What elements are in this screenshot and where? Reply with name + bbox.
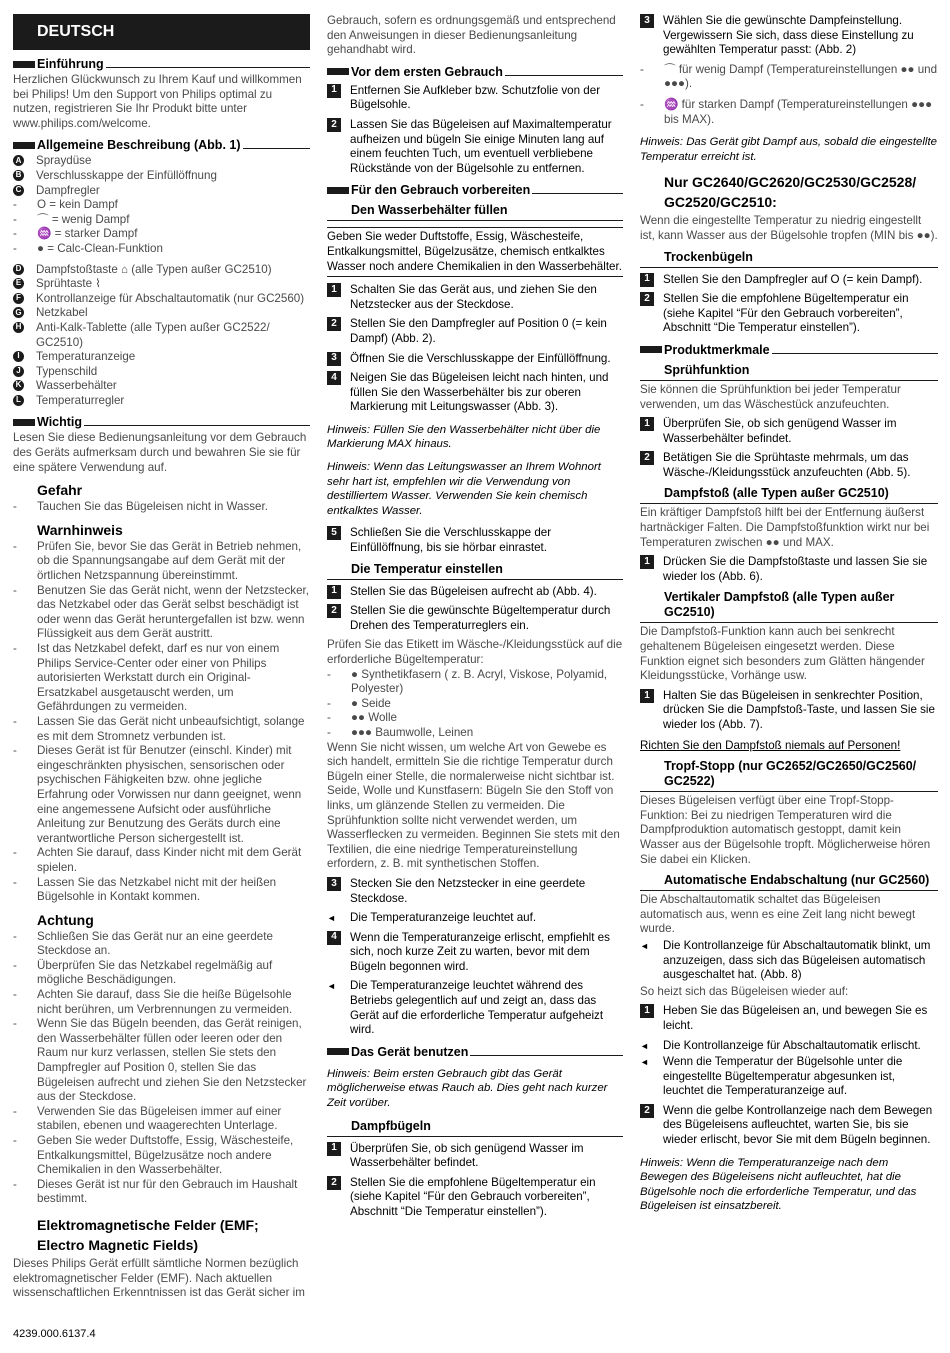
step: 2 Betätigen Sie die Sprühtaste mehrmals, um das Wäsche-/Kleidungsstück anzufeuchten (Abb. 5). <box>640 451 938 480</box>
column-3 <box>640 14 938 1222</box>
list-item: B Verschlusskappe der Einfüllöffnung <box>13 169 310 184</box>
list-item: - ⌒ für wenig Dampf (Temperatureinstellungen ●● und ●●●). <box>640 62 938 91</box>
list-item: - Achten Sie darauf, dass Sie die heiße Bügelsohle nicht berühren, um Verbrennungen zu vermeiden. <box>13 988 293 1016</box>
step: 3 Wählen Sie die gewünschte Dampfeinstellung. Vergewissern Sie sich, dass diese Einstellung zu gewählten Temperatur passt: (Abb. 2) <box>640 14 938 58</box>
list-item: - ●● Wolle <box>327 711 398 725</box>
note: Hinweis: Füllen Sie den Wasserbehälter nicht über die Markierung MAX hinaus. <box>327 423 601 451</box>
vertikal-title: Vertikaler Dampfstoß (alle Typen außer GC2510) <box>640 590 938 623</box>
achtung-title: Achtung <box>37 911 94 928</box>
note: Hinweis: Beim ersten Gebrauch gibt das Gerät möglicherweise etwas Rauch ab. Dies geht nach kurzer Zeit vorüber. <box>327 1067 608 1110</box>
list-item: - ● Synthetikfasern ( z. B. Acryl, Viskose, Polyamid, Polyester) <box>327 667 608 696</box>
list-item: E Sprühtaste ⌇ <box>13 277 310 292</box>
list-item: - ●●● Baumwolle, Leinen <box>327 725 474 739</box>
list-item: - Verwenden Sie das Bügeleisen immer auf einer stabilen, ebenen und waagerechten Unterlage. <box>13 1104 282 1133</box>
endabschaltung-text: Die Abschaltautomatik schaltet das Bügeleisen automatisch aus, wenn es eine Zeit lang nicht bewegt wurde. <box>640 893 916 936</box>
note: Hinweis: Das Gerät gibt Dampf aus, sobald die eingestellte Temperatur erreicht ist. <box>640 136 937 163</box>
step: 2 Wenn die gelbe Kontrollanzeige nach dem Bewegen des Bügeleisens aufleuchtet, warten Sie, bis sie wieder erlischt, bevor Sie mit dem Bügeln beginnen. <box>640 1104 938 1148</box>
arrow-icon: ◄ <box>640 1057 649 1068</box>
result-item: ◄ Die Kontrollanzeige für Abschaltautomatik blinkt, um anzuzeigen, dass sich das Bügeleisen automatisch ausgeschaltet hat. (Abb. 8) <box>640 938 931 982</box>
step: 2 Lassen Sie das Bügeleisen auf Maximaltemperatur aufheizen und bügeln Sie einige Minuten lang auf einem feuchten Tuch, um eventuell verbliebene Rückstände von der Bügelsohle zu entfernen. <box>327 118 623 176</box>
dampfbuegeln-title: Dampfbügeln <box>327 1119 623 1137</box>
document-code: 4239.000.6137.4 <box>13 1328 96 1340</box>
step: 1 Heben Sie das Bügeleisen an, und bewegen Sie es leicht. <box>640 1004 938 1033</box>
list-item: - Dieses Gerät ist nur für den Gebrauch im Haushalt bestimmt. <box>13 1177 298 1206</box>
list-item: - ⌒ = wenig Dampf <box>13 212 130 226</box>
tropfstopp-text: Dieses Bügeleisen verfügt über eine Tropf-Stopp-Funktion: Bei zu niedrigen Temperaturen wird die Dampfproduktion automatisch gestoppt, damit kein Wasser aus der Bügelsohle tropft. Möglicherweise hören Sie dabei ein Klicken. <box>640 794 931 866</box>
step: 2 Stellen Sie die empfohlene Bügeltemperatur ein (siehe Kapitel “Für den Gebrauch vorbereiten”, Abschnitt “Die Temperatur einstellen”). <box>327 1176 623 1220</box>
step: 3 Stecken Sie den Netzstecker in eine geerdete Steckdose. <box>327 877 623 906</box>
temp-title: Die Temperatur einstellen <box>327 562 623 580</box>
list-item: - O = kein Dampf <box>13 198 118 212</box>
list-item: K Wasserbehälter <box>13 379 310 394</box>
list-item: H Anti-Kalk-Tablette (alle Typen außer GC2522/ GC2510) <box>13 321 310 350</box>
list-item: - Benutzen Sie das Gerät nicht, wenn der Netzstecker, das Netzkabel oder das Gerät selbst beschädigt ist oder wenn das Gerät heruntergefallen ist bzw. wenn Flüssigkeit aus dem Gerät austritt. <box>13 583 309 641</box>
vertikal-warning: Richten Sie den Dampfstoß niemals auf Personen! <box>640 738 901 752</box>
list-item: L Temperaturregler <box>13 394 310 409</box>
list-item: - ● Seide <box>327 696 391 710</box>
step: 1 Stellen Sie den Dampfregler auf O (= kein Dampf). <box>640 273 938 288</box>
fill-warning-box: Geben Sie weder Duftstoffe, Essig, Wäschesteife, Entkalkungsmittel, Bügelzusätze, chemisch entkalktes Wasser noch andere Chemikalien in den Wasserbehälter. <box>327 227 623 277</box>
section-vorbereiten: Für den Gebrauch vorbereiten <box>327 183 623 197</box>
warn-list <box>13 540 310 905</box>
step: 2 Stellen Sie den Dampfregler auf Position 0 (= kein Dampf) (Abb. 2). <box>327 317 623 346</box>
fill-title: Den Wasserbehälter füllen <box>327 203 623 221</box>
dampfstoss-text: Ein kräftiger Dampfstoß hilft bei der Entfernung äußerst hartnäckiger Falten. Die Dampfstoßfunktion wirkt nur bei Temperaturen zwischen ●● und MAX. <box>640 506 930 549</box>
achtung-list <box>13 930 310 1207</box>
arrow-icon: ◄ <box>327 913 336 924</box>
intro-text: Herzlichen Glückwunsch zu Ihrem Kauf und willkommen bei Philips! Um den Support von Philips optimal zu nutzen, registrieren Sie Ihr Produkt bitte unter www.philips.com/welcome. <box>13 73 302 130</box>
list-item: - Dieses Gerät ist für Benutzer (einschl. Kinder) mit eingeschränkten physischen, sensorischen oder psychischen Fähigkeiten bzw. ohne jegliche Erfahrung oder Vorwissen nur dann geeignet, wenn eine angemessene Aufsicht oder ausführliche Anleitung zur Benutzung des Geräts durch eine verantwortliche Person sichergestellt ist. <box>13 744 302 845</box>
step: 1 Entfernen Sie Aufkleber bzw. Schutzfolie von der Bügelsohle. <box>327 84 623 113</box>
endabschaltung-title: Automatische Endabschaltung (nur GC2560) <box>640 873 938 891</box>
arrow-icon: ◄ <box>640 940 649 951</box>
list-item: - ● = Calc-Clean-Funktion <box>13 241 163 255</box>
column-2 <box>327 14 623 1225</box>
continuation-text: Gebrauch, sofern es ordnungsgemäß und entsprechend den Anweisungen in dieser Bedienungsanleitung gehandhabt wird. <box>327 14 616 57</box>
list-item: - Geben Sie weder Duftstoffe, Essig, Wäschesteife, Entkalkungsmittel, Bügelzusätze noch andere Chemikalien in den Wasserbehälter. <box>13 1134 294 1177</box>
step: 4 Neigen Sie das Bügeleisen leicht nach hinten, und füllen Sie den Wasserbehälter bis zur oberen Markierung mit Leitungswasser (Abb. 3). <box>327 371 623 415</box>
list-item: F Kontrollanzeige für Abschaltautomatik (nur GC2560) <box>13 292 310 307</box>
section-einfuehrung: Einführung <box>13 57 310 71</box>
result-item: ◄ Wenn die Temperatur der Bügelsohle unter die eingestellte Bügeltemperatur abgesunken ist, leuchtet die Temperaturanzeige auf. <box>640 1055 903 1098</box>
result-item: ◄ Die Temperaturanzeige leuchtet während des Betriebs gelegentlich auf und zeigt an, dass das Gerät auf die erforderliche Temperatur aufgeheizt wird. <box>327 979 604 1037</box>
models-title: Nur GC2640/GC2620/GC2530/GC2528/ GC2520/GC2510: <box>664 174 917 211</box>
spray-text: Sie können die Sprühfunktion bei jeder Temperatur verwenden, um das Wäschestück anzufeuchten. <box>640 382 901 411</box>
list-item: - Schließen Sie das Gerät nur an eine geerdete Steckdose an. <box>13 929 273 958</box>
note: Hinweis: Wenn das Leitungswasser an Ihrem Wohnort sehr hart ist, empfehlen wir die Verwendung von destilliertem Wasser. Verwenden Sie kein chemisch entkalktes Wasser. <box>327 461 601 517</box>
spray-title: Sprühfunktion <box>640 363 938 381</box>
arrow-icon: ◄ <box>640 1040 649 1051</box>
step: 5 Schließen Sie die Verschlusskappe der Einfüllöffnung, bis sie hörbar einrastet. <box>327 526 623 555</box>
list-item: - Lassen Sie das Netzkabel nicht mit der heißen Bügelsohle in Kontakt kommen. <box>13 875 277 904</box>
list-item: - Überprüfen Sie das Netzkabel regelmäßig auf mögliche Beschädigungen. <box>13 958 273 987</box>
list-item: - Lassen Sie das Gerät nicht unbeaufsichtigt, solange es mit dem Stromnetz verbunden ist. <box>13 714 305 743</box>
step: 3 Öffnen Sie die Verschlusskappe der Einfüllöffnung. <box>327 352 623 367</box>
language-header: DEUTSCH <box>13 14 310 50</box>
arrow-icon: ◄ <box>327 981 336 992</box>
endabschaltung-text-2: So heizt sich das Bügeleisen wieder auf: <box>640 984 849 998</box>
result-item: ◄ Die Temperaturanzeige leuchtet auf. <box>327 911 537 925</box>
step: 1 Drücken Sie die Dampfstoßtaste und lassen Sie sie wieder los (Abb. 6). <box>640 555 938 584</box>
list-item: C Dampfregler <box>13 184 310 199</box>
step: 2 Stellen Sie die empfohlene Bügeltemperatur ein (siehe Kapitel “Für den Gebrauch vorbereiten”, Abschnitt “Die Temperatur einstellen”). <box>640 292 938 336</box>
list-item: - Prüfen Sie, bevor Sie das Gerät in Betrieb nehmen, ob die Spannungsangabe auf dem Gerät mit der örtlichen Netzspannung übereinstimmt. <box>13 539 302 583</box>
step: 2 Stellen Sie die gewünschte Bügeltemperatur durch Drehen des Temperaturreglers ein. <box>327 604 623 633</box>
step: 1 Überprüfen Sie, ob sich genügend Wasser im Wasserbehälter befindet. <box>327 1142 623 1171</box>
list-item: I Temperaturanzeige <box>13 350 310 365</box>
warnhinweis-title: Warnhinweis <box>37 521 123 538</box>
list-item: A Spraydüse <box>13 154 310 169</box>
list-item: J Typenschild <box>13 365 310 380</box>
gefahr-title: Gefahr <box>37 482 83 499</box>
note: Hinweis: Wenn die Temperaturanzeige nach dem Bewegen des Bügeleisens nicht aufleuchtet, hat die Bügelsohle noch die erforderliche Temperatur, und das Bügeleisen ist einsatzbereit. <box>640 1156 917 1213</box>
temp-text: Prüfen Sie das Etikett im Wäsche-/Kleidungsstück auf die erforderliche Bügeltemperatur: <box>327 638 623 666</box>
parts-list <box>13 154 310 408</box>
list-item: - ♒ = starker Dampf <box>13 227 138 241</box>
list-item: - ♒ für starken Dampf (Temperatureinstellungen ●●● bis MAX). <box>640 97 933 126</box>
list-item: D Dampfstoßtaste ⌂ (alle Typen außer GC2510) <box>13 263 310 278</box>
section-wichtig: Wichtig <box>13 415 310 429</box>
wichtig-text: Lesen Sie diese Bedienungsanleitung vor dem Gebrauch des Geräts aufmerksam durch und bewahren Sie sie für eine spätere Verwendung auf. <box>13 431 307 474</box>
vertikal-text: Die Dampfstoß-Funktion kann auch bei senkrecht gehaltenem Bügeleisen eingesetzt werden. Diese Funktion eignet sich besonders zum Glätten hängender Kleidungsstücke, Vorhänge usw. <box>640 625 925 683</box>
column-1 <box>13 14 310 1301</box>
emf-text: Dieses Philips Gerät erfüllt sämtliche Normen bezüglich elektromagnetischer Felder (EMF). Nach aktuellen wissenschaftlichen Erkenntnissen ist das Gerät sicher im <box>13 1256 305 1300</box>
list-item: - Ist das Netzkabel defekt, darf es nur von einem Philips Service-Center oder einer von Philips autorisierten Werkstatt durch ein Original-Ersatzkabel ausgetauscht werden, um Gefährdungen zu vermeiden. <box>13 642 280 714</box>
section-produktmerkmale: Produktmerkmale <box>640 343 938 357</box>
models-text: Wenn die eingestellte Temperatur zu niedrig eingestellt ist, kann Wasser aus der Bügelsohle tropfen (MIN bis ●●). <box>640 214 938 242</box>
list-item: - Wenn Sie das Bügeln beenden, das Gerät reinigen, den Wasserbehälter füllen oder leeren oder den Raum nur kurz verlassen, stellen Sie stets den Dampfregler auf Position 0, stellen Sie das Bügeleisen aufrecht und ziehen Sie den Netzstecker aus der Steckdose. <box>13 1017 307 1104</box>
section-beschreibung: Allgemeine Beschreibung (Abb. 1) <box>13 138 310 152</box>
list-item: - Tauchen Sie das Bügeleisen nicht in Wasser. <box>13 500 268 514</box>
step: 1 Halten Sie das Bügeleisen in senkrechter Position, drücken Sie die Dampfstoß-Taste, und lassen Sie sie wieder los (Abb. 7). <box>640 689 938 733</box>
tropfstopp-title: Tropf-Stopp (nur GC2652/GC2650/GC2560/ GC2522) <box>640 759 938 792</box>
step: 1 Schalten Sie das Gerät aus, und ziehen Sie den Netzstecker aus der Steckdose. <box>327 283 623 312</box>
section-benutzen: Das Gerät benutzen <box>327 1045 623 1059</box>
dampfstoss-title: Dampfstoß (alle Typen außer GC2510) <box>640 486 938 504</box>
result-item: ◄ Die Kontrollanzeige für Abschaltautomatik erlischt. <box>640 1038 921 1052</box>
emf-title: Elektromagnetische Felder (EMF; Electro Magnetic Fields) <box>37 1216 259 1253</box>
step: 1 Überprüfen Sie, ob sich genügend Wasser im Wasserbehälter befindet. <box>640 417 938 446</box>
temp-text-2: Wenn Sie nicht wissen, um welche Art von Gewebe es sich handelt, ermitteln Sie die richtige Temperatur durch Bügeln einer Stelle, die normalerweise nicht sichtbar ist. Seide, Wolle und Kunstfasern: Bügeln Sie den Stoff von links, um glänzende Stellen zu vermeiden. Die Sprühfunktion sollte nicht verwendet werden, um Wasserflecken zu vermeiden. Beginnen Sie stets mit den Textilien, die eine niedrige Temperatureinstellung erfordern, z. B. mit synthetischen Stoffen. <box>327 740 620 871</box>
list-item: - Achten Sie darauf, dass Kinder nicht mit dem Gerät spielen. <box>13 846 302 874</box>
step: 1 Stellen Sie das Bügeleisen aufrecht ab (Abb. 4). <box>327 585 623 600</box>
section-vor-dem-ersten-gebrauch: Vor dem ersten Gebrauch <box>327 65 623 79</box>
trocken-title: Trockenbügeln <box>640 250 938 268</box>
step: 4 Wenn die Temperaturanzeige erlischt, empfiehlt es sich, noch kurze Zeit zu warten, bevor mit dem Bügeln begonnen wird. <box>327 931 623 975</box>
list-item: G Netzkabel <box>13 306 310 321</box>
